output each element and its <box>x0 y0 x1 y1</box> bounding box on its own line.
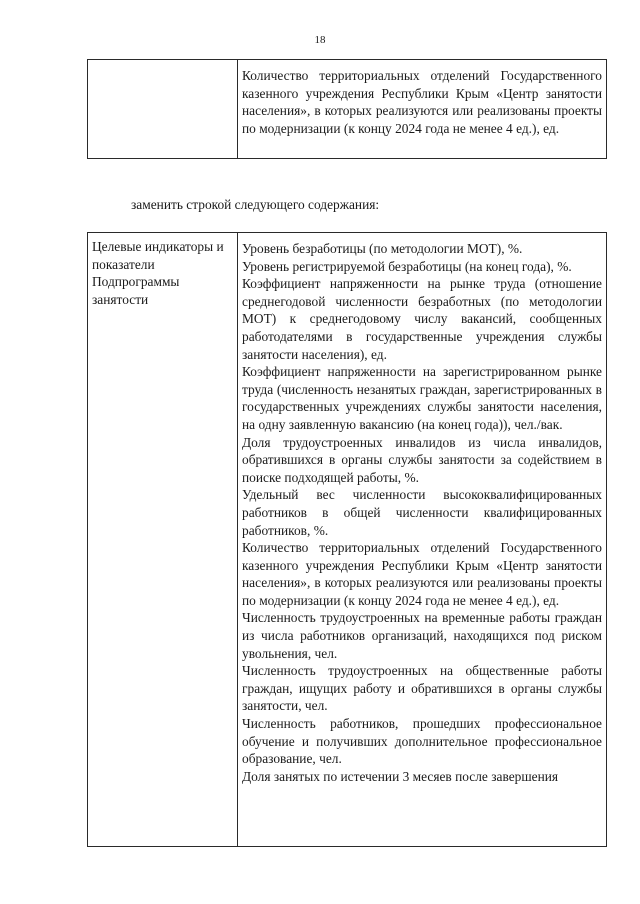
empty-label-cell <box>88 60 238 159</box>
indicator-item: Численность трудоустроенных на временные работы граждан из числа работников организаций, находящихся под риском увольнения, чел. <box>242 610 602 661</box>
indicator-item: Уровень безработицы (по методологии МОТ), %. <box>242 241 523 256</box>
indicator-item: Удельный вес численности высококвалифицированных работников в общей численности квалифицированных работников, %. <box>242 487 602 538</box>
indicator-item: Численность работников, прошедших профессиональное обучение и получивших дополнительное профессиональное образование, чел. <box>242 716 602 767</box>
replacement-instruction: заменить строкой следующего содержания: <box>131 197 380 212</box>
replacement-row-table <box>87 232 607 847</box>
indicator-item: Доля занятых по истечении 3 месяев после завершения <box>242 768 559 784</box>
indicator-item: Доля трудоустроенных инвалидов из числа инвалидов, обратившихся в органы службы занятости за содействием в поиске подходящей работы, %. <box>242 434 602 485</box>
indicator-item: Количество территориальных отделений Государственного казенного учреждения Республики Крым «Центр занятости населения», в которых реализуются или реализованы проекты по модернизации (к концу 2024 года не менее 4 ед.), ед. <box>242 540 602 608</box>
indicator-item: Коэффициент напряженности на зарегистрированном рынке труда (численность незанятых граждан, зарегистрированных в государственных учреждениях службы занятости населения, на одну заявленную вакансию (на конец года)), чел./вак. <box>242 364 602 432</box>
indicator-item: Численность трудоустроенных на общественные работы граждан, ищущих работу и обратившихся в органы службы занятости, чел. <box>242 663 602 714</box>
page-number: 18 <box>314 34 326 46</box>
table-row <box>88 60 607 159</box>
indicator-text: Количество территориальных отделений Государственного казенного учреждения Республики Крым «Центр занятости населения», в которых реализуются или реализованы проекты по модернизации (к концу 2024 года не менее 4 ед.), ед. <box>242 68 602 136</box>
table-row <box>88 233 607 847</box>
indicator-item: Уровень регистрируемой безработицы (на конец года), %. <box>242 258 572 274</box>
indicator-item: Коэффициент напряженности на рынке труда (отношение среднегодовой численности безработных (по методологии МОТ) к среднегодовому числу вакансий, сообщенных работодателями в государственные учреждения службы занятости населения), ед. <box>242 276 602 362</box>
indicators-list-cell <box>238 233 607 847</box>
previous-row-table <box>87 59 607 159</box>
indicator-cell <box>238 60 607 159</box>
indicators-heading-cell: Целевые индикаторы и показатели Подпрограммы занятости <box>88 233 238 847</box>
